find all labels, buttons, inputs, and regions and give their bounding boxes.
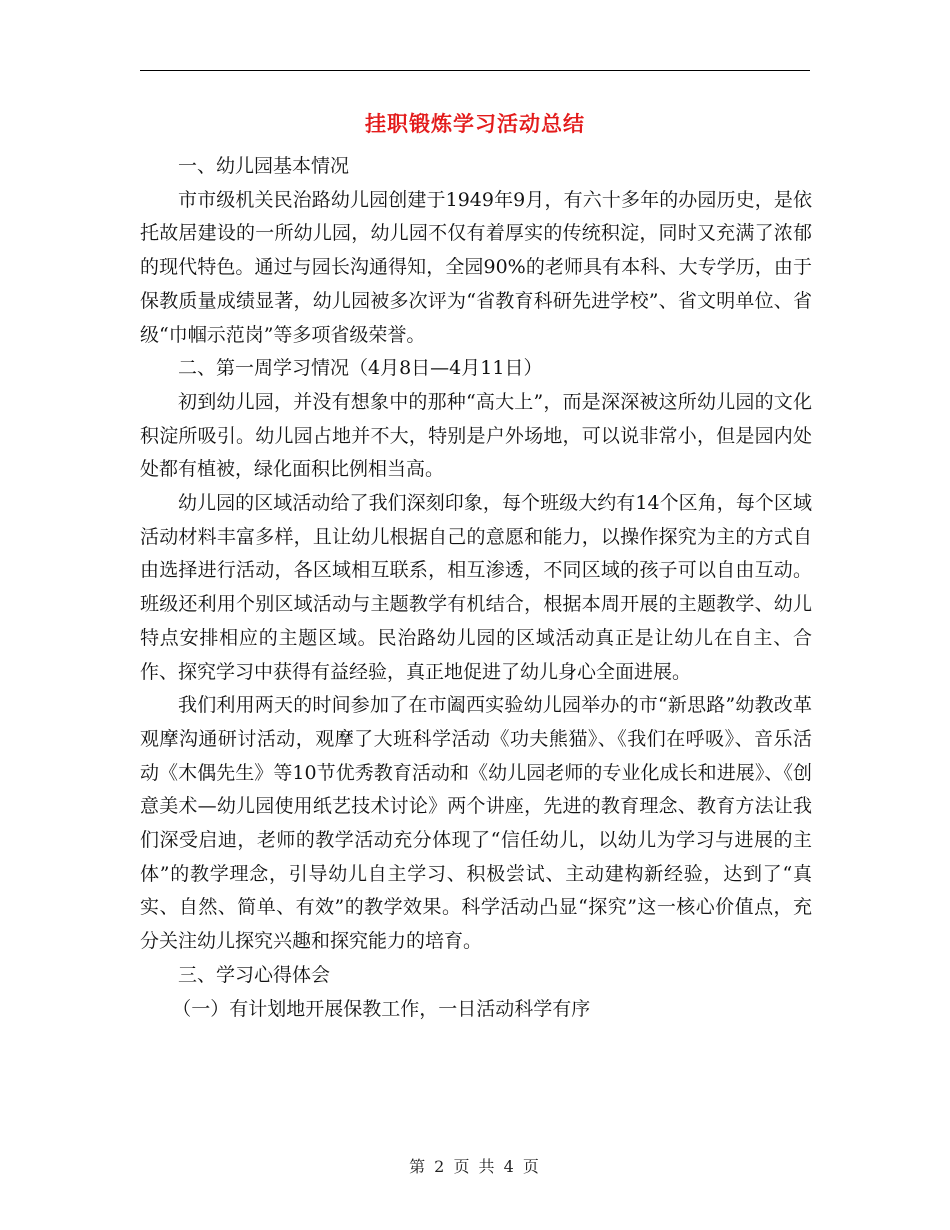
header-rule: [140, 70, 810, 71]
document-title: 挂职锻炼学习活动总结: [365, 112, 585, 136]
paragraph-2: 初到幼儿园，并没有想象中的那种“高大上”，而是深深被这所幼儿园的文化积淀所吸引。幼儿园占地并不大，特别是户外场地，可以说非常小，但是园内处处都有植被，绿化面积比例相当高。: [140, 390, 812, 481]
section-heading-3: 三、学习心得体会: [178, 963, 331, 986]
section-heading-2: 二、第一周学习情况（4月8日—4月11日）: [178, 357, 543, 380]
section-heading-1: 一、幼儿园基本情况: [178, 155, 350, 177]
subsection-heading-1: （一）有计划地开展保教工作，一日活动科学有序: [172, 997, 591, 1020]
paragraph-1: 市市级机关民治路幼儿园创建于1949年9月，有六十多年的办园历史，是依托故居建设的一所幼儿园，幼儿园不仅有着厚实的传统积淀，同时又充满了浓郁的现代特色。通过与园长沟通得知，全园90%的老师具有本科、大专学历，由于保教质量成绩显著，幼儿园被多次评为“省教育科研先进学校”、省文明单位、省级“巾帼示范岗”等多项省级荣誉。: [140, 188, 812, 346]
document-body: [140, 150, 812, 1026]
page-footer: 第 2 页 共 4 页: [409, 1157, 541, 1176]
paragraph-4: 我们利用两天的时间参加了在市阖西实验幼儿园举办的市“新思路”幼教改革观摩沟通研讨活动，观摩了大班科学活动《功夫熊猫》、《我们在呼吸》、音乐活动《木偶先生》等10节优秀教育活动和《幼儿园老师的专业化成长和进展》、《创意美术—幼儿园使用纸艺技术讨论》两个讲座，先进的教育理念、教育方法让我们深受启迪，老师的教学活动充分体现了“信任幼儿，以幼儿为学习与进展的主体”的教学理念，引导幼儿自主学习、积极尝试、主动建构新经验，达到了“真实、自然、简单、有效”的教学效果。科学活动凸显“探究”这一核心价值点，充分关注幼儿探究兴趣和探究能力的培育。: [140, 694, 812, 953]
paragraph-3: 幼儿园的区域活动给了我们深刻印象，每个班级大约有14个区角，每个区域活动材料丰富多样，且让幼儿根据自己的意愿和能力，以操作探究为主的方式自由选择进行活动，各区域相互联系，相互渗透，不同区域的孩子可以自由互动。班级还利用个别区域活动与主题教学有机结合，根据本周开展的主题教学、幼儿特点安排相应的主题区域。民治路幼儿园的区域活动真正是让幼儿在自主、合作、探究学习中获得有益经验，真正地促进了幼儿身心全面进展。: [140, 492, 812, 683]
